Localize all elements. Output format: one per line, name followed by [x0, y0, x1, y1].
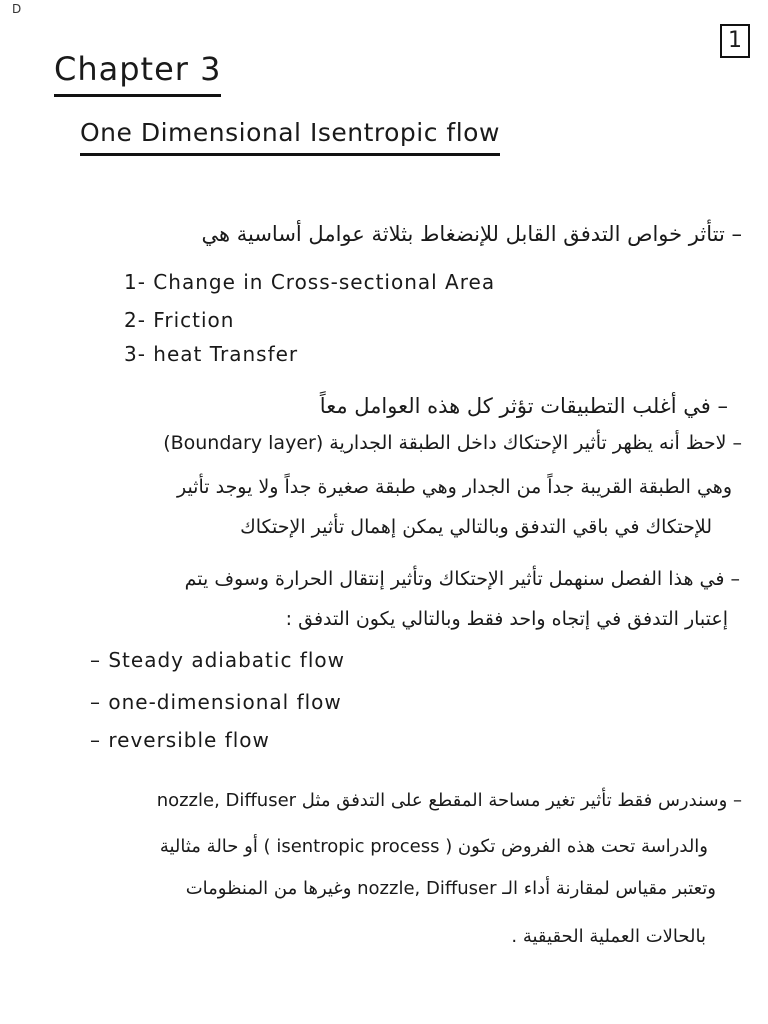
study-line: – وسندرس فقط تأثير تغير مساحة المقطع على التدفق مثل nozzle, Diffuser: [156, 790, 742, 811]
factor-item: 2- Friction: [124, 308, 235, 332]
study-line: وتعتبر مقياس لمقارنة أداء الـ nozzle, Diffuser وغيرها من المنظومات: [185, 878, 716, 899]
flow-item: – reversible flow: [90, 728, 270, 752]
friction-line: – لاحظ أنه يظهر تأثير الإحتكاك داخل الطبقة الجدارية (Boundary layer): [163, 432, 742, 454]
page-number: 1: [720, 24, 750, 58]
chapter-line: إعتبار التدفق في إتجاه واحد فقط وبالتالي يكون التدفق :: [285, 608, 728, 630]
corner-mark: D: [12, 2, 22, 16]
chapter-line: – في هذا الفصل سنهمل تأثير الإحتكاك وتأثير إنتقال الحرارة وسوف يتم: [184, 568, 740, 590]
friction-line: وهي الطبقة القريبة جداً من الجدار وهي طبقة صغيرة جداً ولا يوجد تأثير: [176, 476, 732, 498]
intro-line: – تتأثر خواص التدفق القابل للإنضغاط بثلاثة عوامل أساسية هي: [201, 222, 742, 246]
friction-line: للإحتكاك في باقي التدفق وبالتالي يمكن إهمال تأثير الإحتكاك: [240, 516, 712, 538]
flow-item: – one-dimensional flow: [90, 690, 342, 714]
flow-item: – Steady adiabatic flow: [90, 648, 346, 672]
page-title: One Dimensional Isentropic flow: [80, 118, 500, 156]
chapter-heading: Chapter 3: [54, 50, 221, 97]
factor-item: 3- heat Transfer: [124, 342, 299, 366]
study-line: والدراسة تحت هذه الفروض تكون ( isentropic process ) أو حالة مثالية: [159, 836, 708, 857]
study-line: بالحالات العملية الحقيقية .: [511, 926, 706, 947]
factor-item: 1- Change in Cross-sectional Area: [124, 270, 496, 294]
applications-line: – في أغلب التطبيقات تؤثر كل هذه العوامل معاً: [319, 394, 728, 418]
